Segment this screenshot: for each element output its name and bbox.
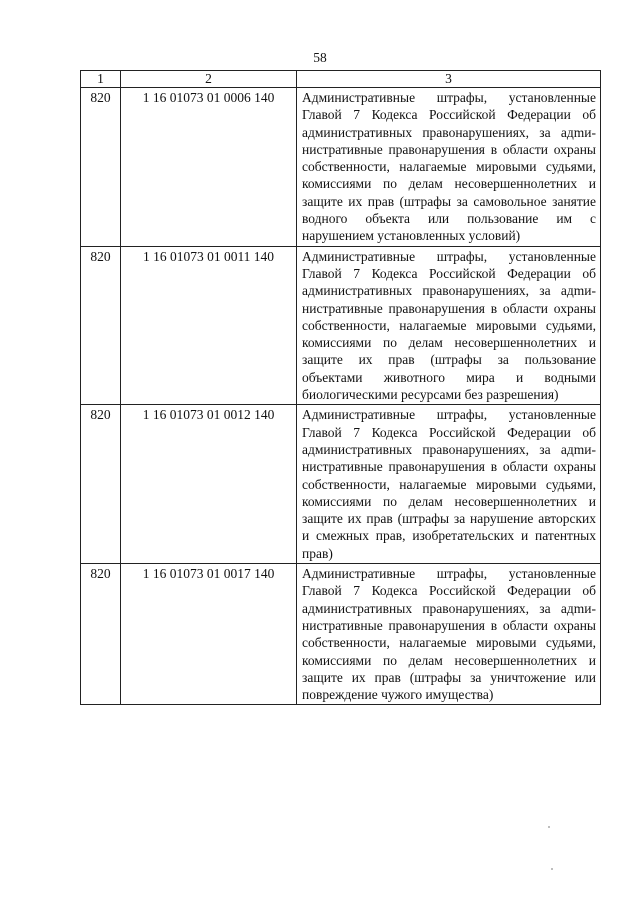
- table-row: [81, 246, 601, 405]
- column-header-1: 1: [81, 71, 121, 88]
- description-cell: Административные штрафы, установленные Главой 7 Кодекса Российской Федерации об административных правонарушениях, за адmинистративные правонарушения в области охраны собственности, налагаемые мировыми судьями, комиссиями по делам несовершеннолетних и защите их прав (штрафы за пользование объектами животного мира и водными биологическими ресурсами без разрешения): [297, 246, 601, 405]
- table-row: [81, 88, 601, 247]
- description-cell: Административные штрафы, установленные Главой 7 Кодекса Российской Федерации об административных правонарушениях, за адmинистративные правонарушения в области охраны собственности, налагаемые мировыми судьями, комиссиями по делам несовершеннолетних и защите их прав (штрафы за нарушение авторских и смежных прав, изобретательских и патентных прав): [297, 405, 601, 564]
- page-number: 58: [313, 50, 327, 65]
- admin-code-cell: 820: [81, 405, 121, 564]
- table-row: [81, 405, 601, 564]
- table-row: [81, 564, 601, 705]
- budget-codes-table-container: [80, 70, 600, 705]
- column-header-2: 2: [121, 71, 297, 88]
- kbk-code-cell: 1 16 01073 01 0012 140: [121, 405, 297, 564]
- table-header-row: [81, 71, 601, 88]
- admin-code-cell: 820: [81, 246, 121, 405]
- description-cell: Административные штрафы, установленные Главой 7 Кодекса Российской Федерации об административных правонарушениях, за адmинистративные правонарушения в области охраны собственности, налагаемые мировыми судьями, комиссиями по делам несовершеннолетних и защите их прав (штрафы за уничтожение или повреждение чужого имущества): [297, 564, 601, 705]
- kbk-code-cell: 1 16 01073 01 0011 140: [121, 246, 297, 405]
- column-header-3: 3: [297, 71, 601, 88]
- description-cell: Административные штрафы, установленные Главой 7 Кодекса Российской Федерации об административных правонарушениях, за адmинистративные правонарушения в области охраны собственности, налагаемые мировыми судьями, комиссиями по делам несовершеннолетних и защите их прав (штрафы за самовольное занятие водного объекта или пользование им с нарушением установленных условий): [297, 88, 601, 247]
- scan-speck: [551, 868, 553, 870]
- kbk-code-cell: 1 16 01073 01 0017 140: [121, 564, 297, 705]
- admin-code-cell: 820: [81, 88, 121, 247]
- admin-code-cell: 820: [81, 564, 121, 705]
- scan-speck: [548, 826, 550, 828]
- budget-codes-table: [80, 70, 601, 705]
- kbk-code-cell: 1 16 01073 01 0006 140: [121, 88, 297, 247]
